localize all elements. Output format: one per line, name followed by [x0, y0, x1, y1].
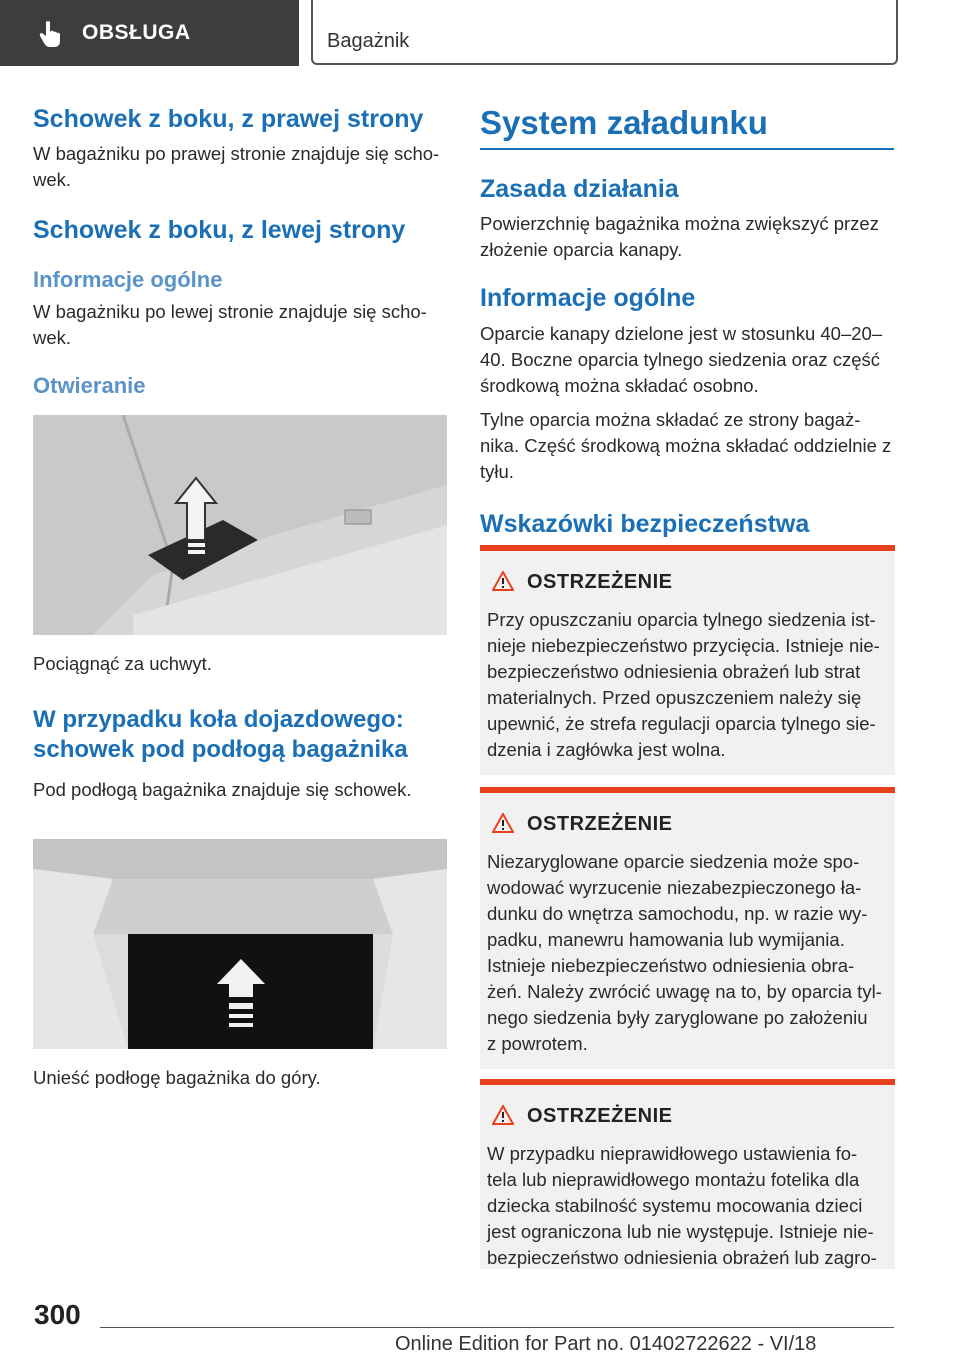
warning-triangle-icon	[492, 813, 514, 833]
text-general-2: Tylne oparcia można składać ze strony bagaż- nika. Część środkową można składać oddzielnie z tyłu.	[480, 408, 892, 482]
heading-general-info-left: Informacje ogólne	[33, 266, 223, 292]
heading-spare-wheel: W przypadku koła dojazdowego: schowek pod podłogą bagażnika	[33, 705, 408, 763]
left-column	[33, 104, 447, 1091]
warning-text: Przy opuszczaniu oparcia tylnego siedzenia ist- nieje niebezpieczeństwo przycięcia. Istnieje nie- bezpieczeństwo odniesienia obrażeń lub strat materialnych. Przed opuszczeniem należy się upewnić, że strefa regulacji oparcia tylnego sie- dzenia i zagłówka jest wolna.	[487, 609, 880, 760]
heading-principle: Zasada działania	[480, 175, 679, 203]
warning-triangle-icon	[492, 1105, 514, 1125]
warning-title: OSTRZEŻENIE	[527, 813, 673, 835]
side-compartment-image	[33, 415, 447, 635]
warning-triangle-icon	[492, 571, 514, 591]
heading-general-info-right: Informacje ogólne	[480, 284, 696, 313]
warning-title: OSTRZEŻENIE	[527, 571, 673, 593]
heading-safety: Wskazówki bezpieczeństwa	[480, 509, 810, 538]
floor-compartment-image	[33, 839, 447, 1049]
text-under-floor: Pod podłogą bagażnika znajduje się schowek.	[33, 778, 412, 800]
right-column	[480, 104, 894, 540]
edition-info: Online Edition for Part no. 01402722622 - VI/18	[395, 1333, 817, 1355]
page-number: 300	[34, 1299, 81, 1330]
section-tab-label: OBSŁUGA	[82, 21, 191, 44]
section-tab	[0, 0, 299, 66]
warning-text: W przypadku nieprawidłowego ustawienia fo- tela lub nieprawidłowego montażu fotelika dla dziecka stabilność systemu mocowania dzieci jest ograniczona lub nie występuje. Istnieje nie- bezpieczeństwo odniesienia obrażeń lub zagro-	[487, 1143, 877, 1268]
heading-opening: Otwieranie	[33, 372, 146, 398]
warning-box	[480, 787, 895, 1069]
text-principle: Powierzchnię bagażnika można zwiększyć przez złożenie oparcia kanapy.	[480, 213, 879, 261]
trunk-floor-illustration	[33, 839, 447, 1049]
chapter-header	[311, 0, 898, 65]
caption-pull-handle: Pociągnąć za uchwyt.	[33, 652, 212, 674]
heading-right-compartment: Schowek z boku, z prawej strony	[33, 105, 424, 133]
footer-divider	[100, 1327, 894, 1328]
warning-box	[480, 545, 895, 775]
hand-pointer-icon	[36, 18, 66, 48]
chapter-title: Bagażnik	[327, 30, 410, 52]
heading-loading-system: System załadunku	[480, 104, 768, 141]
caption-lift-floor: Unieść podłogę bagażnika do góry.	[33, 1066, 321, 1088]
trunk-side-illustration	[33, 415, 447, 635]
text-right-compartment: W bagażniku po prawej stronie znajduje się scho- wek.	[33, 143, 440, 191]
warning-box	[480, 1079, 895, 1269]
warning-title: OSTRZEŻENIE	[527, 1105, 673, 1127]
loading-system-title-block	[480, 104, 894, 150]
warning-text: Niezaryglowane oparcie siedzenia może spo- wodować wyrzucenie niezabezpieczonego ła- dunku do wnętrza samochodu, np. w razie wy- padku, manewru hamowania lub wymijania. Istnieje niebezpieczeństwo odniesienia obra- żeń. Należy zwrócić uwagę na to, by oparcia tyl- nego siedzenia były zaryglowane po założeniu z powrotem.	[487, 851, 882, 1054]
text-general-1: Oparcie kanapy dzielone jest w stosunku 40–20– 40. Boczne oparcia tylnego siedzenia oraz część środkową można składać osobno.	[480, 322, 883, 396]
heading-left-compartment: Schowek z boku, z lewej strony	[33, 216, 406, 245]
text-left-compartment: W bagażniku po lewej stronie znajduje się scho- wek.	[33, 300, 427, 348]
